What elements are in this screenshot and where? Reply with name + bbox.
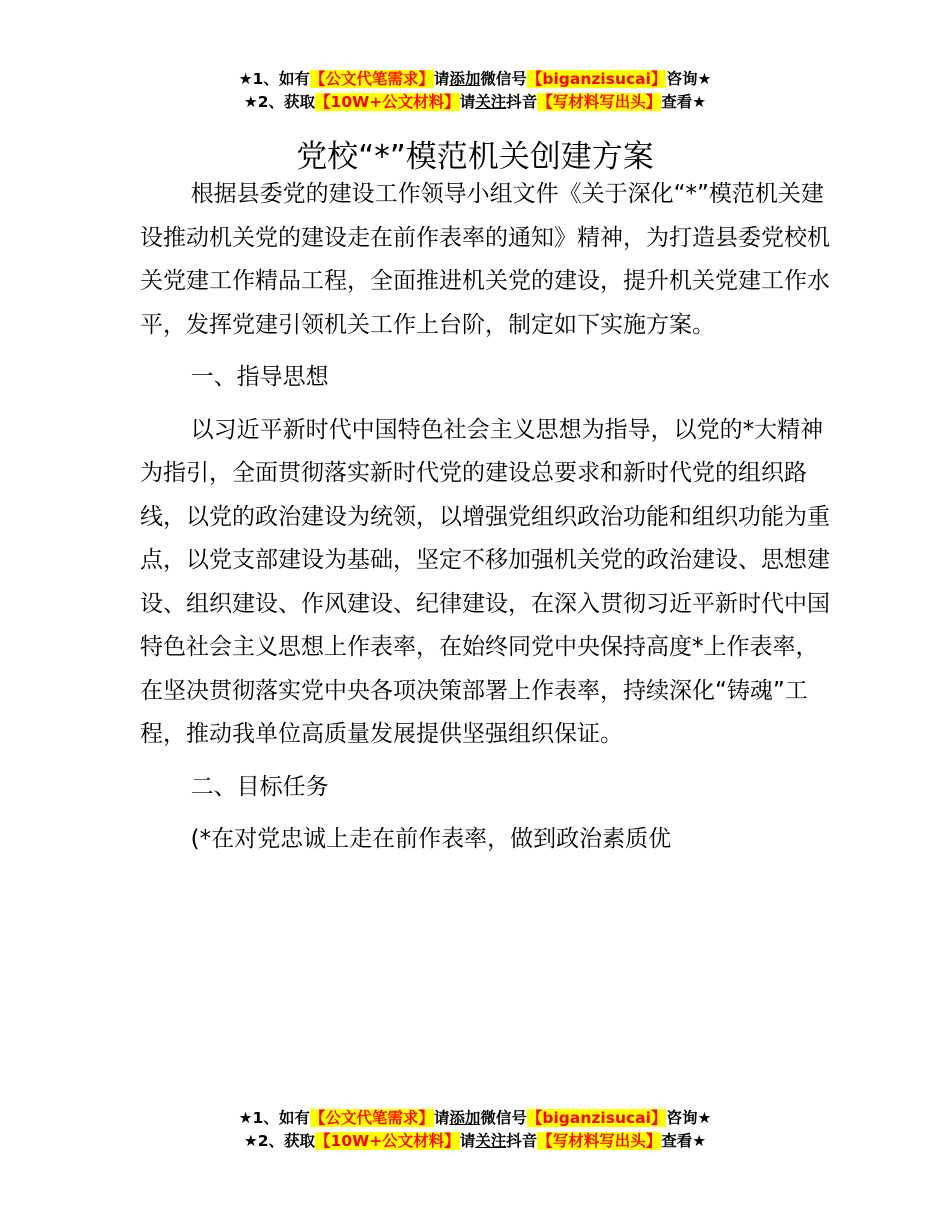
banner-text: 请 [433, 70, 450, 88]
banner-underlined-text: 关注 [475, 1132, 507, 1150]
banner-text: ★2、获取 [243, 1132, 316, 1150]
banner-highlight-materials: 【10W+公文材料】 [315, 93, 460, 111]
section-heading-goals: 二、目标任务 [190, 773, 329, 800]
banner-line-2 [0, 91, 950, 114]
header-banner [0, 68, 950, 114]
banner-text: ★1、如有 [238, 70, 310, 88]
document-title: 党校“*”模范机关创建方案 [296, 138, 654, 175]
banner-underlined-text: 添加 [449, 1109, 481, 1127]
footer-banner [0, 1107, 950, 1153]
section-heading-guiding-ideology: 一、指导思想 [190, 364, 329, 390]
banner-highlight-douyin: 【写材料写出头】 [537, 1132, 662, 1150]
banner-highlight-wechat: 【biganzisucai】 [526, 1109, 667, 1127]
banner-text: 请 [433, 1109, 450, 1127]
banner-highlight-douyin: 【写材料写出头】 [537, 93, 662, 111]
paragraph-goals-item-1: (*在对党忠诚上走在前作表率，做到政治素质优 [190, 826, 672, 852]
banner-text: 请 [459, 1132, 476, 1150]
banner-line-2 [0, 1130, 950, 1153]
paragraph-intro: 根据县委党的建设工作领导小组文件《关于深化“*”模范机关建设推动机关党的建设走在前作表率的通知》精神，为打造县委党校机关党建工作精品工程，全面推进机关党的建设，提升机关党建工作水平，发挥党建引领机关工作上台阶，制定如下实施方案。 [140, 181, 830, 338]
banner-text: 微信号 [480, 1109, 527, 1127]
banner-highlight-wechat: 【biganzisucai】 [526, 70, 667, 88]
banner-text: 抖音 [506, 1132, 538, 1150]
banner-text: 咨询★ [666, 1109, 712, 1127]
banner-text: 查看★ [661, 93, 707, 111]
banner-text: ★1、如有 [238, 1109, 310, 1127]
banner-highlight-materials: 【10W+公文材料】 [315, 1132, 460, 1150]
banner-text: 抖音 [506, 93, 538, 111]
banner-line-1 [0, 68, 950, 91]
banner-underlined-text: 关注 [475, 93, 507, 111]
banner-line-1 [0, 1107, 950, 1130]
banner-text: 请 [459, 93, 476, 111]
banner-highlight-service: 【公文代笔需求】 [309, 1109, 434, 1127]
document-body [140, 173, 830, 862]
banner-text: 微信号 [480, 70, 527, 88]
banner-underlined-text: 添加 [449, 70, 481, 88]
paragraph-guiding-ideology: 以习近平新时代中国特色社会主义思想为指导，以党的*大精神为指引，全面贯彻落实新时代党的建设总要求和新时代党的组织路线，以党的政治建设为统领，以增强党组织政治功能和组织功能为重点，以党支部建设为基础，坚定不移加强机关党的政治建设、思想建设、组织建设、作风建设、纪律建设，在深入贯彻习近平新时代中国特色社会主义思想上作表率，在始终同党中央保持高度*上作表率，在坚决贯彻落实党中央各项决策部署上作表率，持续深化“铸魂”工程，推动我单位高质量发展提供坚强组织保证。 [140, 416, 830, 747]
banner-text: ★2、获取 [243, 93, 316, 111]
banner-text: 查看★ [661, 1132, 707, 1150]
banner-text: 咨询★ [666, 70, 712, 88]
banner-highlight-service: 【公文代笔需求】 [309, 70, 434, 88]
